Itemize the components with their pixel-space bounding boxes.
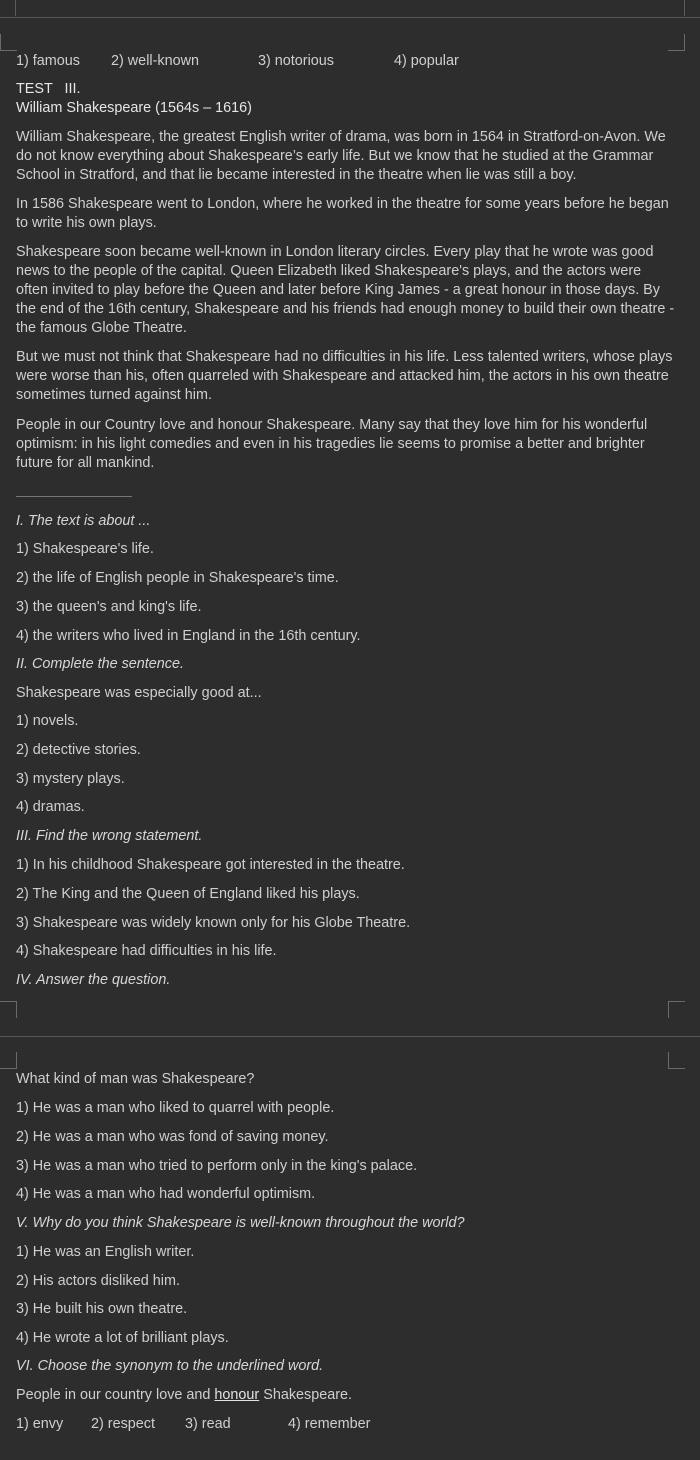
answer-option: 1) In his childhood Shakespeare got interested in the theatre. xyxy=(16,857,405,873)
corner-mark xyxy=(0,1052,17,1069)
answer-option: 2) detective stories. xyxy=(16,742,141,758)
paragraph: William Shakespeare, the greatest English writer of drama, was born in 1564 in Stratford-on-Avon. We do not know everything about Shakespeare’s early life. But we know that he studied at the Grammar School in Stratford, and that lie became interested in the theatre when lie was still a boy. xyxy=(16,129,666,183)
answer-option: 3) mystery plays. xyxy=(16,771,125,787)
answer-option: 2) the life of English people in Shakespeare's time. xyxy=(16,570,339,586)
option-envy: 1) envy xyxy=(16,1416,64,1432)
option-remember: 4) remember xyxy=(288,1416,371,1432)
question-heading: V. Why do you think Shakespeare is well-known throughout the world? xyxy=(16,1215,465,1231)
option-well-known: 2) well-known xyxy=(111,53,199,69)
corner-mark xyxy=(668,1001,685,1018)
answer-option: 3) He built his own theatre. xyxy=(16,1301,188,1317)
page-separator xyxy=(0,17,700,18)
answer-option: 1) novels. xyxy=(16,713,79,729)
answer-option: 1) Shakespeare's life. xyxy=(16,541,154,557)
question-heading: IV. Answer the question. xyxy=(16,972,171,988)
corner-mark xyxy=(0,1001,17,1018)
answer-option: 2) The King and the Queen of England liked his plays. xyxy=(16,886,360,902)
answer-option: 3) He was a man who tried to perform only in the king's palace. xyxy=(16,1158,418,1174)
option-notorious: 3) notorious xyxy=(258,53,334,69)
question-heading: II. Complete the sentence. xyxy=(16,656,184,672)
page-edge-mark xyxy=(15,0,16,16)
corner-mark xyxy=(668,1052,685,1069)
text-subtitle: William Shakespeare (1564s – 1616) xyxy=(16,100,252,116)
question-stem: Shakespeare was especially good at... xyxy=(16,685,262,701)
paragraph: In 1586 Shakespeare went to London, where he worked in the theatre for some years before he began to write his own plays. xyxy=(16,196,669,231)
answer-option: 4) He was a man who had wonderful optimism. xyxy=(16,1186,316,1202)
corner-mark xyxy=(0,34,17,51)
question-stem: What kind of man was Shakespeare? xyxy=(16,1071,255,1087)
divider xyxy=(16,496,132,497)
question-heading: III. Find the wrong statement. xyxy=(16,828,203,844)
question-heading: VI. Choose the synonym to the underlined word. xyxy=(16,1358,324,1374)
page-separator xyxy=(0,1036,700,1037)
test-title: TEST III. xyxy=(16,81,81,97)
paragraph: But we must not think that Shakespeare had no difficulties in his life. Less talented writers, whose plays were worse than his, often quarreled with Shakespeare and attacked him, the actors in his own theatre sometimes turned against him. xyxy=(16,349,673,403)
answer-option: 4) He wrote a lot of brilliant plays. xyxy=(16,1330,229,1346)
option-popular: 4) popular xyxy=(394,53,459,69)
answer-option: 4) the writers who lived in England in the 16th century. xyxy=(16,628,361,644)
answer-option: 4) Shakespeare had difficulties in his life. xyxy=(16,943,277,959)
corner-mark xyxy=(668,34,685,51)
paragraph: People in our Country love and honour Shakespeare. Many say that they love him for his wonderful optimism: in his light comedies and even in his tragedies lie seems to promise a better and brighter future for all mankind. xyxy=(16,417,648,471)
stem-text: Shakespeare. xyxy=(259,1387,353,1403)
question-stem xyxy=(16,1386,352,1404)
stem-text: People in our country love and xyxy=(16,1387,215,1403)
option-famous: 1) famous xyxy=(16,53,80,69)
answer-option: 1) He was an English writer. xyxy=(16,1244,195,1260)
answer-option: 1) He was a man who liked to quarrel with people. xyxy=(16,1100,335,1116)
page-edge-mark xyxy=(684,0,685,16)
answer-option: 2) His actors disliked him. xyxy=(16,1273,180,1289)
answer-option: 3) Shakespeare was widely known only for his Globe Theatre. xyxy=(16,915,411,931)
paragraph: Shakespeare soon became well-known in London literary circles. Every play that he wrote was good news to the people of the capital. Queen Elizabeth liked Shakespeare's plays, and the actors were often invited to play before the Queen and later before King James - a great honour in those days. By the end of the 16th century, Shakespeare and his friends had enough money to build their own theatre - the famous Globe Theatre. xyxy=(16,244,675,336)
underlined-word: honour xyxy=(214,1387,260,1403)
answer-option: 4) dramas. xyxy=(16,799,85,815)
answer-option: 2) He was a man who was fond of saving money. xyxy=(16,1129,329,1145)
answer-option: 3) the queen's and king's life. xyxy=(16,599,202,615)
question-heading: I. The text is about ... xyxy=(16,513,151,529)
option-read: 3) read xyxy=(185,1416,231,1432)
option-respect: 2) respect xyxy=(91,1416,155,1432)
